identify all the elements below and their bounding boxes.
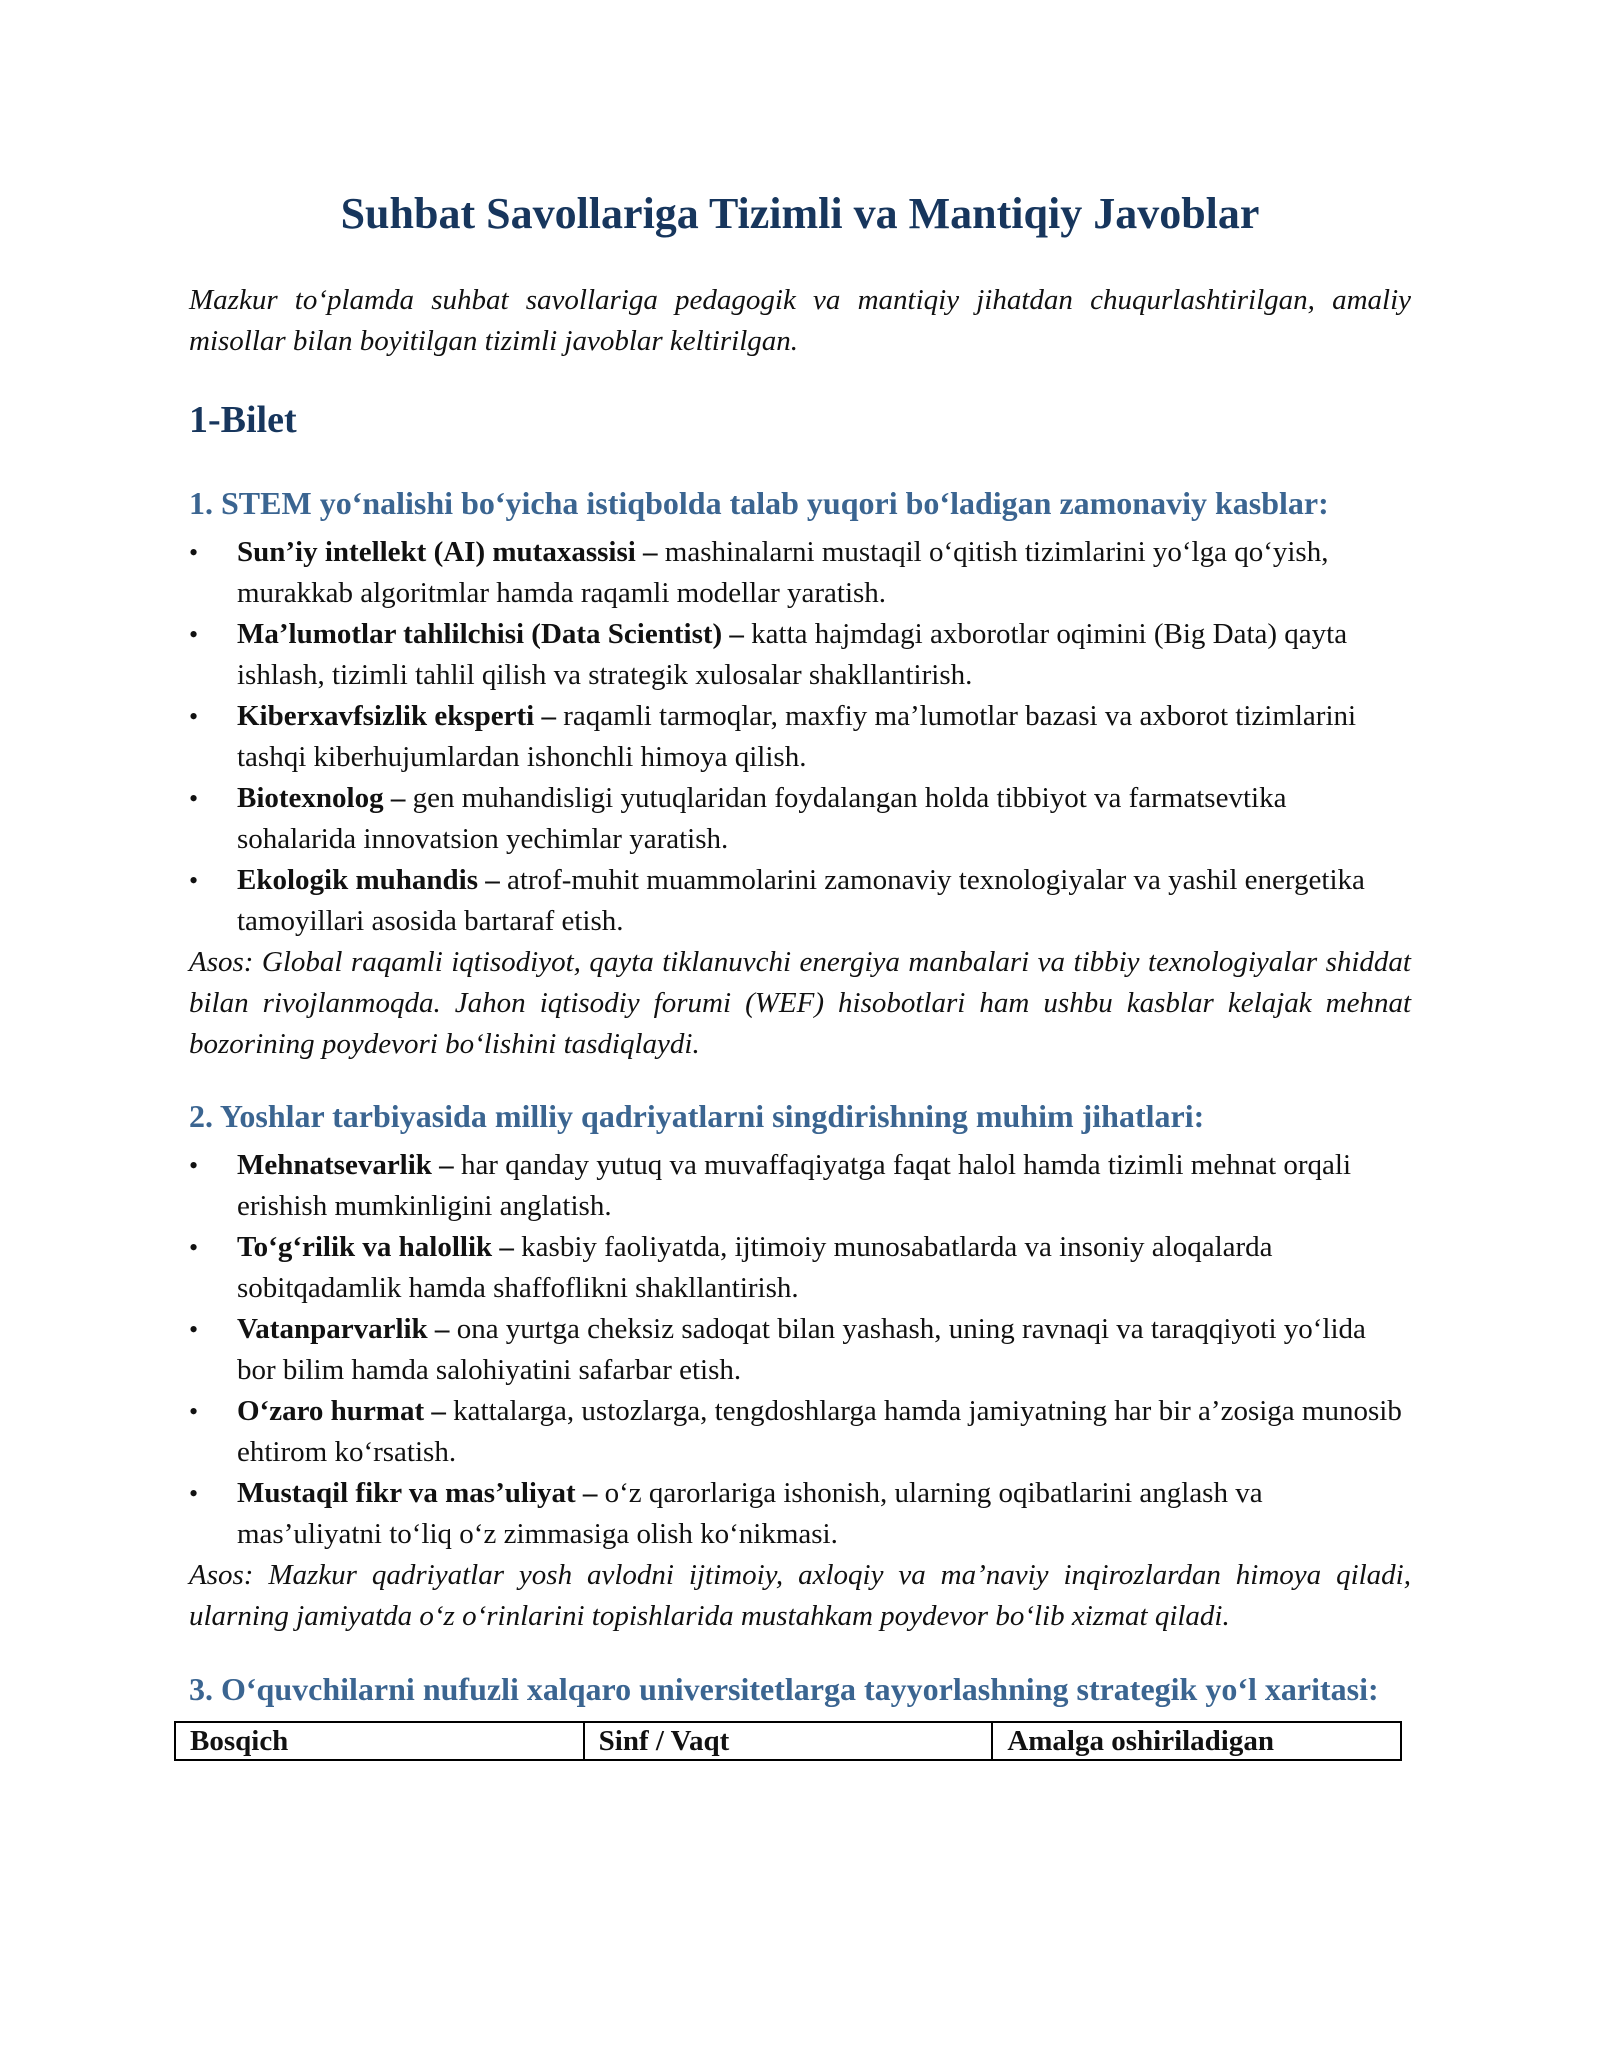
bullet-icon: • — [189, 702, 199, 731]
item-text: har qanday yutuq va muvaffaqiyatga faqat halol hamda tizimli mehnat orqali erishish mumkinligini anglatish. — [237, 1149, 1352, 1222]
question-1-list — [189, 532, 1411, 942]
item-text: kasbiy faoliyatda, ijtimoiy munosabatlarda va insoniy aloqalarda sobitqadamlik hamda shaffoflikni shakllantirish. — [237, 1231, 1273, 1304]
item-text: mashinalarni mustaqil o‘qitish tizimlarini yo‘lga qo‘yish, murakkab algoritmlar hamda raqamli modellar yaratish. — [237, 536, 1329, 609]
item-text: ona yurtga cheksiz sadoqat bilan yashash, uning ravnaqi va taraqqiyoti yo‘lida bor bilim hamda salohiyatini safarbar etish. — [237, 1313, 1366, 1386]
document-title: Suhbat Savollariga Tizimli va Mantiqiy Javoblar — [340, 189, 1260, 238]
list-item — [189, 1227, 1411, 1309]
bullet-icon: • — [189, 1151, 199, 1180]
bullet-icon: • — [189, 866, 199, 895]
item-term: Ma’lumotlar tahlilchisi (Data Scientist) – — [237, 618, 744, 650]
question-2-list — [189, 1145, 1411, 1555]
bullet-icon: • — [189, 538, 199, 567]
roadmap-table — [174, 1721, 1402, 1761]
bullet-icon: • — [189, 784, 199, 813]
bullet-icon: • — [189, 1315, 199, 1344]
list-item — [189, 860, 1411, 942]
item-term: Biotexnolog – — [237, 782, 406, 814]
list-item — [189, 1309, 1411, 1391]
bullet-icon: • — [189, 1397, 199, 1426]
item-term: To‘g‘rilik va halollik – — [237, 1231, 514, 1263]
item-term: Sun’iy intellekt (AI) mutaxassisi – — [237, 536, 658, 568]
item-text: o‘z qarorlariga ishonish, ularning oqibatlarini anglash va mas’uliyatni to‘liq o‘z zimmasiga olish ko‘nikmasi. — [237, 1477, 1263, 1550]
list-item — [189, 1145, 1411, 1227]
table-header-cell: Bosqich — [175, 1722, 584, 1760]
question-2-basis: Asos: Mazkur qadriyatlar yosh avlodni ijtimoiy, axloqiy va ma’naviy inqirozlardan himoya qiladi, ularning jamiyatda o‘z o‘rinlarini topishlarida mustahkam poydevor bo‘lib xizmat qiladi. — [189, 1559, 1411, 1632]
table-header-row — [175, 1722, 1401, 1760]
question-1-heading: 1. STEM yo‘nalishi bo‘yicha istiqbolda talab yuqori bo‘ladigan zamonaviy kasblar: — [189, 485, 1329, 521]
table-header-cell: Amalga oshiriladigan — [992, 1722, 1401, 1760]
list-item — [189, 532, 1411, 614]
bullet-icon: • — [189, 620, 199, 649]
item-term: Vatanparvarlik – — [237, 1313, 450, 1345]
bilet-heading: 1-Bilet — [189, 399, 297, 441]
item-text: katta hajmdagi axborotlar oqimini (Big Data) qayta ishlash, tizimli tahlil qilish va strategik xulosalar shakllantirish. — [237, 618, 1348, 691]
item-text: raqamli tarmoqlar, maxfiy ma’lumotlar bazasi va axborot tizimlarini tashqi kiberhujumlardan ishonchli himoya qilish. — [237, 700, 1357, 773]
document-page — [189, 186, 1411, 1757]
list-item — [189, 1473, 1411, 1555]
list-item — [189, 1391, 1411, 1473]
intro-paragraph: Mazkur to‘plamda suhbat savollariga pedagogik va mantiqiy jihatdan chuqurlashtirilgan, amaliy misollar bilan boyitilgan tizimli javoblar keltirilgan. — [189, 284, 1411, 357]
list-item — [189, 778, 1411, 860]
item-term: Kiberxavfsizlik eksperti – — [237, 700, 556, 732]
question-2-heading: 2. Yoshlar tarbiyasida milliy qadriyatlarni singdirishning muhim jihatlari: — [189, 1098, 1205, 1134]
item-term: Mustaqil fikr va mas’uliyat – — [237, 1477, 598, 1509]
list-item — [189, 614, 1411, 696]
question-3-heading: 3. O‘quvchilarni nufuzli xalqaro universitetlarga tayyorlashning strategik yo‘l xaritasi: — [189, 1671, 1379, 1707]
list-item — [189, 696, 1411, 778]
bullet-icon: • — [189, 1479, 199, 1508]
table-header-cell: Sinf / Vaqt — [584, 1722, 993, 1760]
item-term: O‘zaro hurmat – — [237, 1395, 446, 1427]
bullet-icon: • — [189, 1233, 199, 1262]
item-text: atrof-muhit muammolarini zamonaviy texnologiyalar va yashil energetika tamoyillari asosida bartaraf etish. — [237, 864, 1365, 937]
question-1-basis: Asos: Global raqamli iqtisodiyot, qayta tiklanuvchi energiya manbalari va tibbiy texnologiyalar shiddat bilan rivojlanmoqda. Jahon iqtisodiy forumi (WEF) hisobotlari ham ushbu kasblar kelajak mehnat bozorining poydevori bo‘lishini tasdiqlaydi. — [189, 946, 1411, 1060]
item-term: Ekologik muhandis – — [237, 864, 500, 896]
item-text: kattalarga, ustozlarga, tengdoshlarga hamda jamiyatning har bir a’zosiga munosib ehtirom ko‘rsatish. — [237, 1395, 1402, 1468]
item-text: gen muhandisligi yutuqlaridan foydalangan holda tibbiyot va farmatsevtika sohalarida innovatsion yechimlar yaratish. — [237, 782, 1287, 855]
item-term: Mehnatsevarlik – — [237, 1149, 454, 1181]
